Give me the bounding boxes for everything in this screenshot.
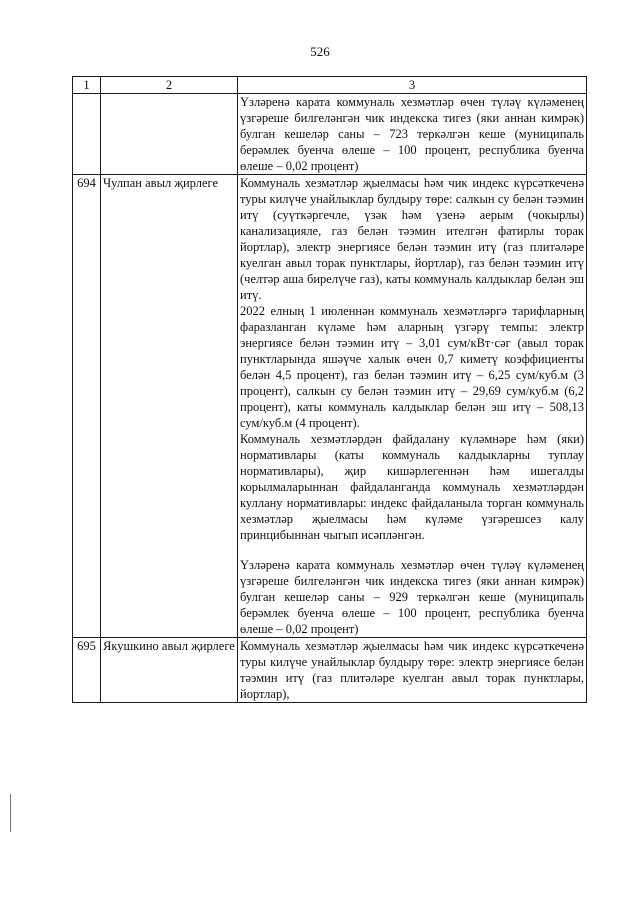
tariffs-paragraph: 2022 елның 1 июленнән коммуналь хезмәтләргә тарифларның фаразланган күләме һәм аларның үзгәрү темпы: электр энергиясе белән тәэмин итү – 3,01 сум/кВт·сәг (авыл торак пунктларында яшәүче халык өчен 0,7 киметү коэффициенты белән 4,5 процент), газ белән тәэмин итү – 6,25 сум/куб.м (3 процент), салкын су белән тәэмин итү – 29,69 сум/куб.м (6,2 процент), каты коммуналь калдыклар белән эш итү – 508,13 сум/куб.м (4 процент). <box>240 304 584 430</box>
settlement-name: Чулпан авыл җирлеге <box>101 175 238 638</box>
services-set-paragraph: Коммуналь хезмәтләр җыелмасы һәм чик индекс күрсәткеченә туры килүче унайлыклар булдыру төре: электр энергиясе белән тәэмин итү (газ плитәләре куелган авыл торак пунктлары, йортлар), <box>240 639 584 701</box>
municipal-tariff-table <box>72 76 587 703</box>
carry-over-paragraph: Үзләренә карата коммуналь хезмәтләр өчен түләү күләменең үзгәреше билгеләнгән чик индекска тигез (яки аннан кимрәк) булган кешеләр саны – 723 теркәлгән кеше (муниципаль берәмлек буенча өлеше – 100 процент, республика буенча өлеше – 0,02 процент) <box>240 95 584 173</box>
header-col-1: 1 <box>73 77 101 94</box>
row-description-cell <box>238 638 587 703</box>
table-row-694 <box>73 175 587 638</box>
norms-paragraph: Коммуналь хезмәтләрдән файдалану күләмнәре һәм (яки) нормативлары (каты коммуналь калдыкларны туплау нормативлары), җир кишәрлегеннән һәм ишегалды корылмаларыннан файдаланганда коммуналь хезмәтләрдән куллану нормативлары: индекс файдаланыла торган коммуналь хезмәтләр җыелмасы һәм күләме үзгәрешсез калу принцибыннан чыгып исәпләнгән. <box>240 432 584 542</box>
scan-margin-mark <box>10 794 14 832</box>
population-paragraph: Үзләренә карата коммуналь хезмәтләр өчен түләү күләменең үзгәреше билгеләнгән чик индекска тигез (яки аннан кимрәк) булган кешеләр саны – 929 теркәлгән кеше (муниципаль берәмлек буенча өлеше – 100 процент, республика буенча өлеше – 0,02 процент) <box>240 558 584 636</box>
table-header-row <box>73 77 587 94</box>
row-number: 694 <box>73 175 101 638</box>
settlement-name: Якушкино авыл җирлеге <box>101 638 238 703</box>
row-description-cell <box>238 175 587 638</box>
header-col-3: 3 <box>238 77 587 94</box>
page-number: 526 <box>310 44 330 59</box>
row-number: 695 <box>73 638 101 703</box>
header-col-2: 2 <box>101 77 238 94</box>
table-row-carry-over <box>73 94 587 175</box>
table-row-695 <box>73 638 587 703</box>
paragraph-gap <box>240 543 584 557</box>
row-description-cell <box>238 94 587 175</box>
row-number-cell <box>73 94 101 175</box>
services-set-paragraph: Коммуналь хезмәтләр җыелмасы һәм чик индекс күрсәткеченә туры килүче унайлыклар булдыру төре: салкын су белән тәэмин итү (суүткәргечле, үзәк һәм үзенә аерым (чокырлы) канализацияле, газ белән тәэмин ителгән фатирлы торак йортлар), электр энергиясе белән тәэмин итү (газ плитәләре куелган авыл торак пунктлары, йортлар), газ белән тәэмин итү (челтәр аша бирелүче газ), каты коммуналь калдыклар белән эш итү. <box>240 176 584 302</box>
row-name-cell <box>101 94 238 175</box>
